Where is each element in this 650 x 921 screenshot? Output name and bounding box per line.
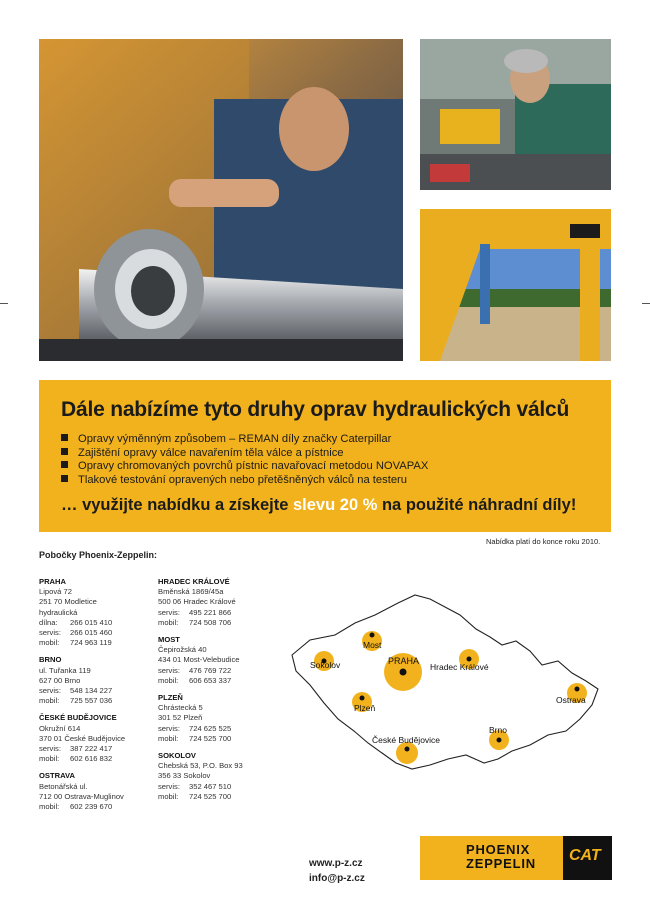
offer-validity-note: Nabídka platí do konce roku 2010. [486, 537, 601, 546]
branch-most: MOST Čepirožská 40 434 01 Most-Velebudice servis: 476 769 722 mobil: 606 653 337 [158, 635, 240, 685]
phoenix-zeppelin-logo [420, 836, 612, 880]
map-label-brno: Brno [489, 725, 507, 735]
branch-ceske-budejovice: ČESKÉ BUDĚJOVICE Okružní 614 370 01 České Budějovice servis: 387 222 417 mobil: 602 616 832 [39, 713, 126, 764]
branch-map [280, 585, 620, 790]
crop-mark-right [642, 303, 650, 304]
crop-mark-left [0, 303, 8, 304]
photo-cylinder-worker [39, 39, 403, 361]
map-label-plzen: Plzeň [354, 703, 376, 713]
branch-plzen: PLZEŇ Chrástecká 5 301 52 Plzeň servis: 724 625 525 mobil: 724 525 700 [158, 693, 232, 743]
map-label-sokolov: Sokolov [310, 660, 341, 670]
website-link[interactable]: www.p-z.cz [309, 858, 363, 869]
map-label-ostrava: Ostrava [556, 695, 586, 705]
branch-ostrava: OSTRAVA Betonářská ul. 712 00 Ostrava-Muglinov mobil: 602 239 670 [39, 771, 124, 812]
list-item: Opravy výměnným způsobem – REMAN díly značky Caterpillar [61, 433, 428, 447]
map-label-praha: PRAHA [388, 656, 420, 666]
call-to-action: … využijte nabídku a získejte slevu 20 % na použité náhradní díly! [61, 496, 577, 514]
czech-outline [292, 595, 598, 769]
bullet-square-icon [61, 448, 68, 455]
branches-title: Pobočky Phoenix-Zeppelin: [39, 550, 158, 560]
email-link[interactable]: info@p-z.cz [309, 873, 365, 884]
bullet-square-icon [61, 475, 68, 482]
logo-line-phoenix: PHOENIX [466, 842, 531, 857]
branches-column-left [39, 577, 154, 819]
contact-block [309, 856, 365, 886]
bullet-square-icon [61, 461, 68, 468]
branch-sokolov: SOKOLOV Chebská 53, P.O. Box 93 356 33 Sokolov servis: 352 467 510 mobil: 724 525 700 [158, 751, 243, 801]
branches-column-right [158, 577, 278, 809]
branch-brno: BRNO ul. Tuřanka 119 627 00 Brno servis: 548 134 227 mobil: 725 557 036 [39, 655, 113, 706]
map-label-hradec-kralove: Hradec Králové [430, 662, 489, 672]
banner-headline: Dále nabízíme tyto druhy oprav hydraulických válců [61, 398, 570, 421]
discount-highlight: slevu 20 % [293, 496, 378, 514]
service-list [61, 433, 428, 487]
branch-praha: PRAHA Lipová 72 251 70 Modletice hydraulická dílna: 266 015 410 servis: 266 015 460 mobil: 724 963 119 [39, 577, 113, 648]
list-item: Tlakové testování opravených nebo přetěšněných válců na testeru [61, 474, 428, 488]
list-item: Zajištění opravy válce navařením těla válce a pístnice [61, 447, 428, 461]
photo-technician [420, 39, 611, 190]
photo-excavator [420, 209, 611, 361]
cat-logo: CAT [563, 836, 612, 880]
offer-banner [39, 380, 611, 532]
logo-line-zeppelin: ZEPPELIN [466, 856, 536, 871]
branch-hradec-kralove: HRADEC KRÁLOVÉ Bměnská 1869/45a 500 06 Hradec Králové servis: 495 221 866 mobil: 724 508 706 [158, 577, 236, 627]
bullet-square-icon [61, 434, 68, 441]
map-label-ceske-budejovice: České Budějovice [372, 735, 441, 745]
map-label-most: Most [363, 640, 382, 650]
list-item: Opravy chromovaných povrchů pístnic navařovací metodou NOVAPAX [61, 460, 428, 474]
